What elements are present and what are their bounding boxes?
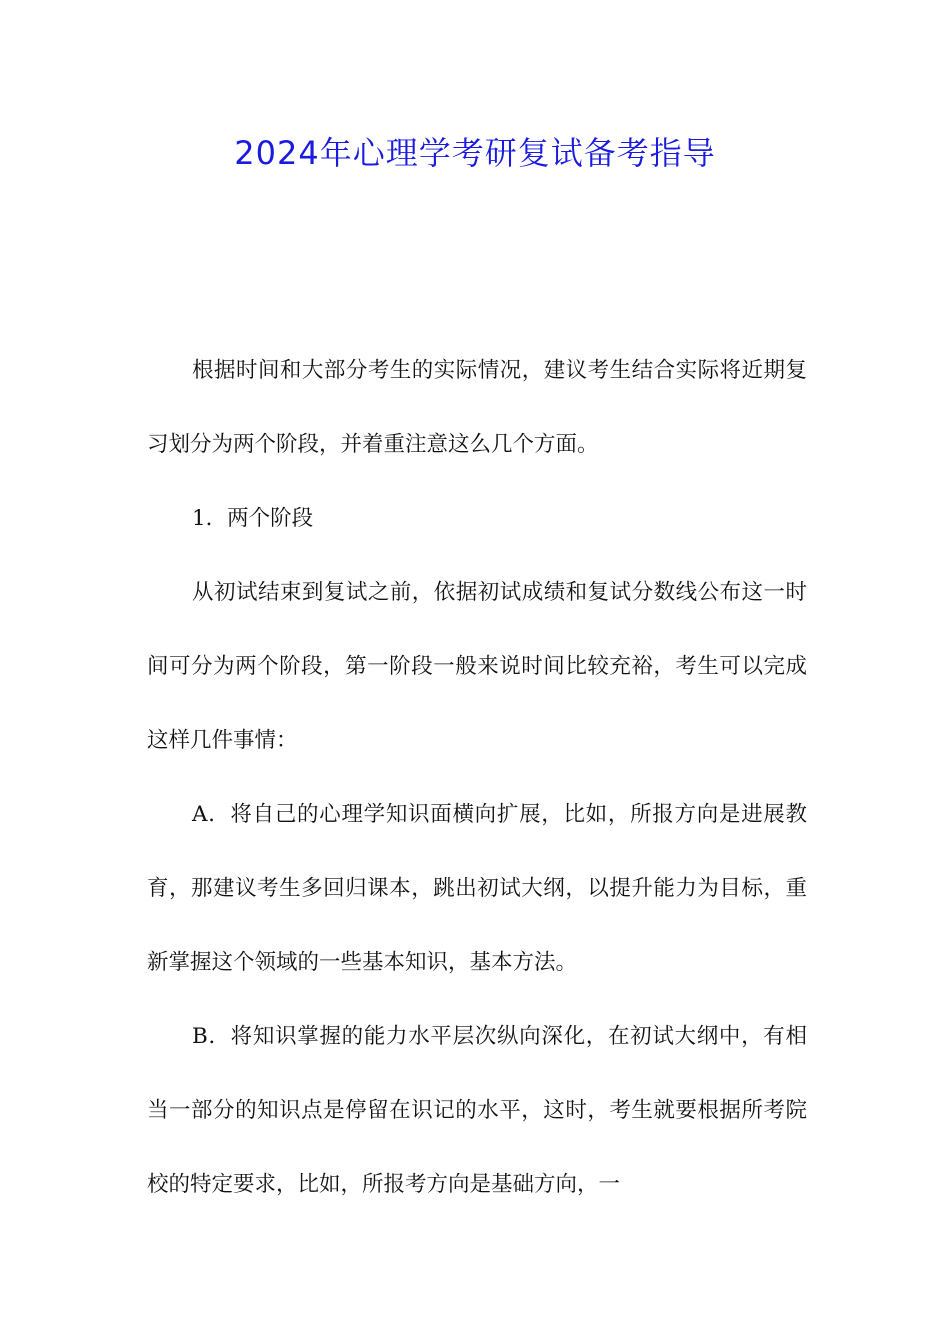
document-title: 2024年心理学考研复试备考指导 <box>234 134 716 172</box>
paragraph-intro: 根据时间和大部分考生的实际情况，建议考生结合实际将近期复习划分为两个阶段，并着重注意这么几个方面。 <box>147 358 807 457</box>
paragraph-item-b: B．将知识掌握的能力水平层次纵向深化，在初试大纲中，有相当一部分的知识点是停留在识记的水平，这时，考生就要根据所考院校的特定要求，比如，所报考方向是基础方向，一 <box>147 1024 807 1197</box>
paragraph-heading-two-stages: 1．两个阶段 <box>192 506 314 531</box>
paragraph-item-a: A．将自己的心理学知识面横向扩展，比如，所报方向是进展教育，那建议考生多回归课本，跳出初试大纲，以提升能力为目标，重新掌握这个领域的一些基本知识，基本方法。 <box>147 802 807 975</box>
document-body <box>147 334 807 1222</box>
paragraph-stages-description: 从初试结束到复试之前，依据初试成绩和复试分数线公布这一时间可分为两个阶段，第一阶段一般来说时间比较充裕，考生可以完成这样几件事情： <box>147 580 807 753</box>
